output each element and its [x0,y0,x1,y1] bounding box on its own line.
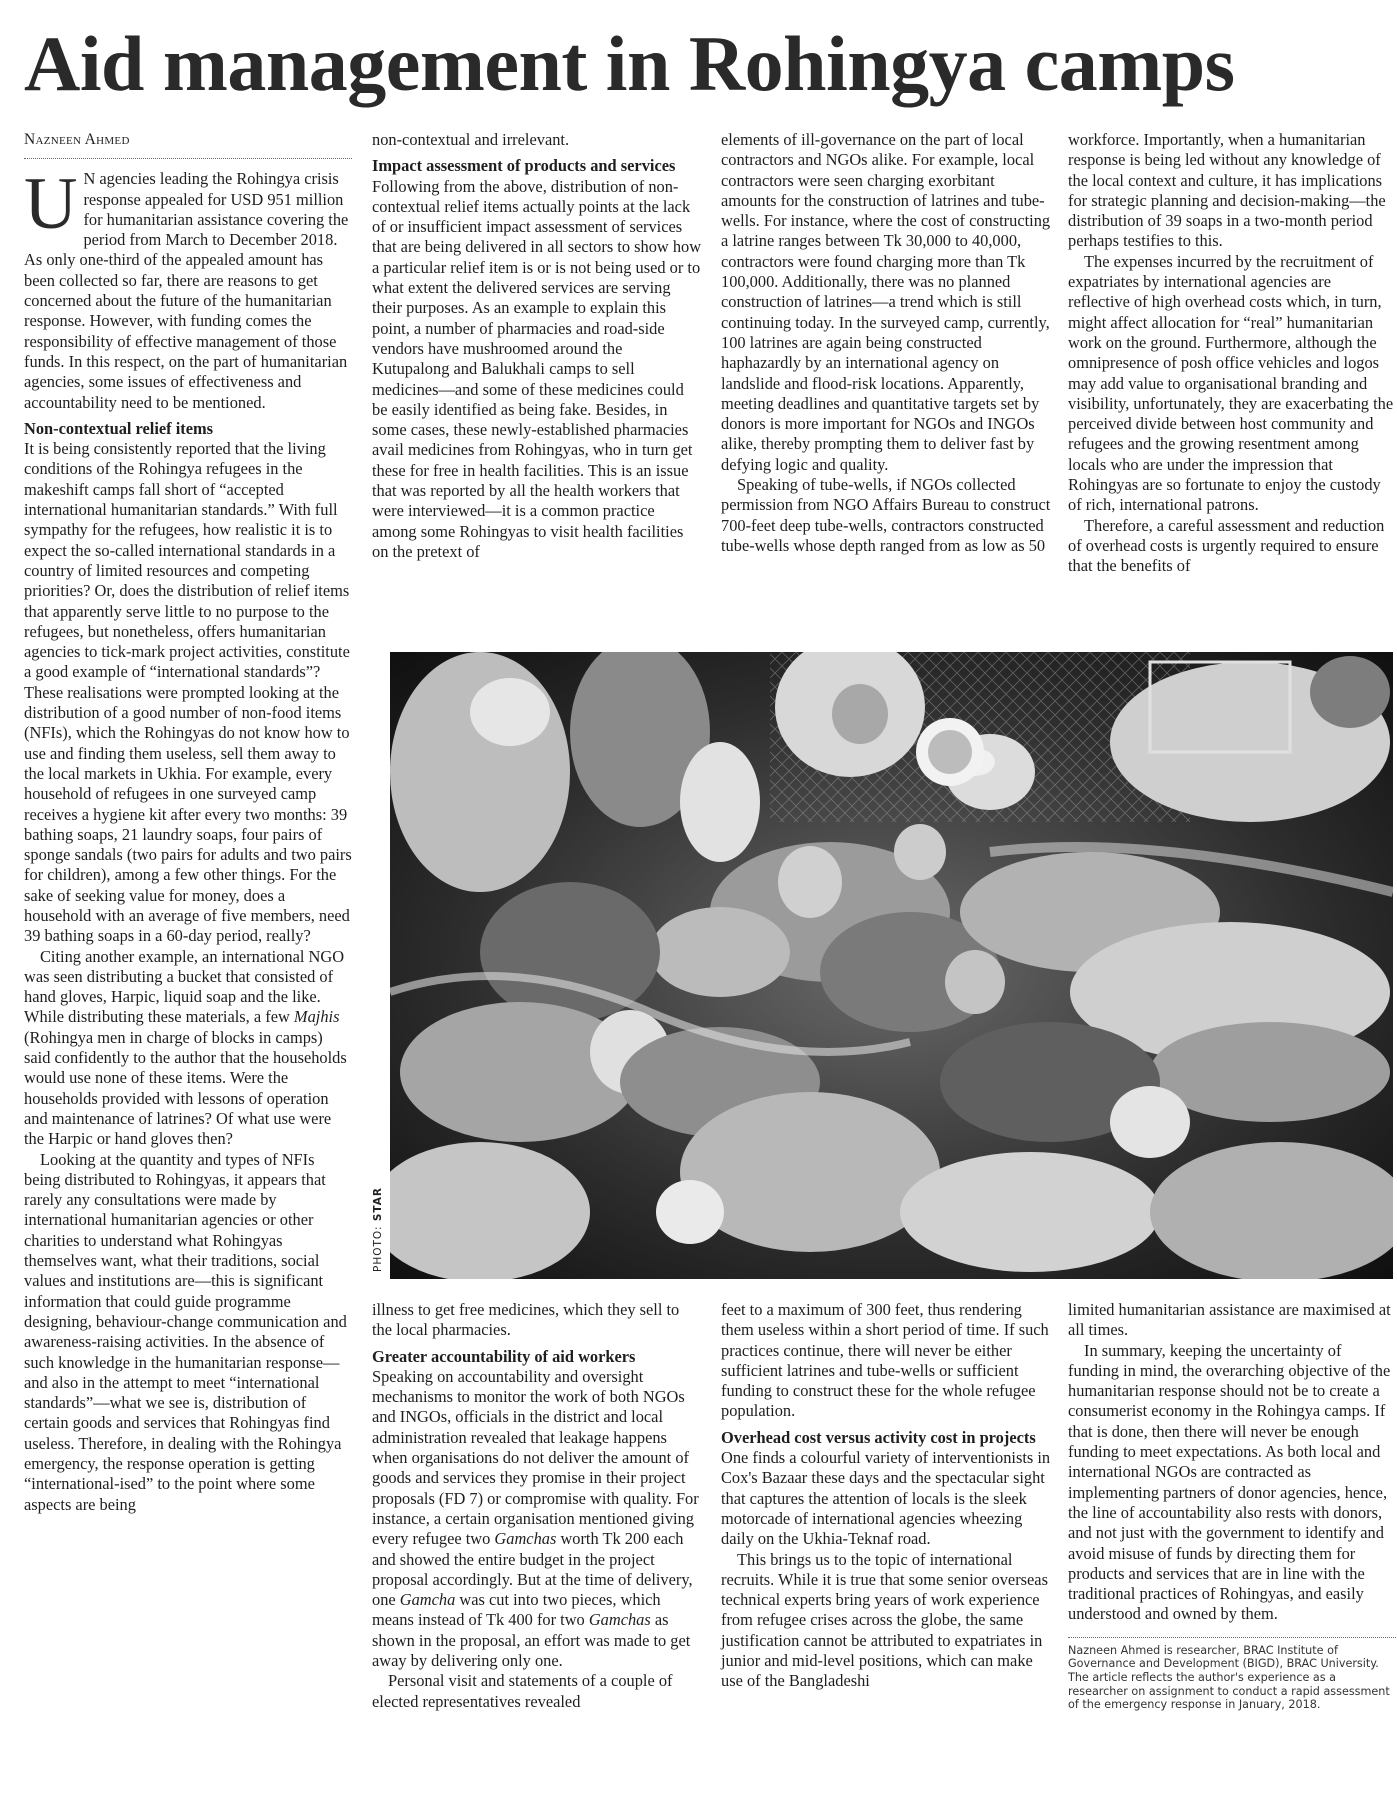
lead-paragraph: U N agencies leading the Rohingya crisis response appealed for USD 951 million for humanitarian assistance covering the period from March to December 2018. As only one-third of the appealed amount has been collected so far, there are reasons to get concerned about the future of the humanitarian response. However, with funding comes the responsibility of effective management of those funds. In this respect, on the part of humanitarian agencies, some issues of effectiveness and accountability need to be mentioned. [24,163,349,412]
paragraph: This brings us to the topic of international recruits. While it is true that some senior overseas technical experts bring years of work experience from refugee crises across the globe, the same justification cannot be attributed to expatriates in junior and mid-level positions, which can make use of the Bangladeshi [721,1549,1048,1691]
paragraph: Therefore, a careful assessment and reduction of overhead costs is urgently required to ensure that the benefits of [1068,515,1385,576]
column-3-bottom [721,1300,1051,1692]
paragraph: Following from the above, distribution of non-contextual relief items actually points at the lack of or insufficient impact assessment of services that are being delivered in all sectors to show how a particular relief item is or is not being used or to what extent the delivered services are serving their purposes. As an example to explain this point, a number of pharmacies and road-side vendors have mushroomed around the Kutupalong and Balukhali camps to sell medicines—and some of these medicines could be easily identified as being fake. Besides, in some cases, these newly-established pharmacies avail medicines from Rohingyas, who in turn get these for free in health facilities. This is an issue that was reported by all the health workers that were interviewed—it is a common practice among some Rohingyas to visit health facilities on the pretext of [372,176,702,561]
paragraph: Looking at the quantity and types of NFIs being distributed to Rohingyas, it appears that rarely any consultations were made by international humanitarian agencies or other charities to understand what Rohingyas themselves want, what their traditions, social values and institutions are—this is significant information that could guide programme designing, behaviour-change communication and awareness-raising activities. In the absence of such knowledge in the humanitarian response—and also in the attempt to meet “international standards”—what we see is, distribution of certain goods and services that Rohingyas find useless. Therefore, in dealing with the Rohingya emergency, the response operation is getting “international-ised” to the point where some aspects are being [24,1149,347,1514]
photo-illustration [390,652,1393,1279]
subhead-non-contextual: Non-contextual relief items [24,418,214,438]
drop-cap: U [24,163,78,246]
paragraph: feet to a maximum of 300 feet, thus rendering them useless within a short period of time. If such practices continue, there will never be either sufficient latrines and tube-wells or sufficient funding to construct these for the whole refugee population. [721,1300,1049,1421]
column-1 [24,130,352,1515]
subhead-overhead-cost: Overhead cost versus activity cost in projects [721,1427,1036,1447]
paragraph: In summary, keeping the uncertainty of funding in mind, the overarching objective of the humanitarian response should not be to create a consumerist economy in the Rohingya camps. If that is done, then there will never be enough funding to meet expectations. As both local and international NGOs are contracted as implementing partners of donor agencies, hence, the line of accountability also rests with donors, and not just with the government to identify and avoid misuse of funds by directing them for products and services that are in line with the traditional practices of Rohingyas, and easily understood and owned by them. [1068,1340,1391,1624]
column-4-bottom [1068,1300,1396,1712]
paragraph: limited humanitarian assistance are maximised at all times. [1068,1300,1391,1340]
paragraph: Speaking of tube-wells, if NGOs collected permission from NGO Affairs Bureau to construct 700-feet deep tube-wells, contractors constructed tube-wells whose depth ranged from as low as 50 [721,475,1051,555]
headline: Aid management in Rohingya camps [24,20,1235,107]
paragraph: Personal visit and statements of a couple of elected representatives revealed [372,1671,673,1711]
column-2-top [372,130,702,562]
column-2-bottom [372,1300,702,1712]
author-footnote: Nazneen Ahmed is researcher, BRAC Institute of Governance and Development (BIGD), BRAC University. The article reflects the author's experience as a researcher on assignment to conduct a rapid assessment of the emergency response in January, 2018. [1068,1637,1396,1712]
camp-photo [390,652,1393,1279]
paragraph: The expenses incurred by the recruitment of expatriates by international agencies are reflective of high overhead costs which, in turn, might affect allocation for “real” humanitarian work on the ground. Furthermore, although the omnipresence of posh office vehicles and logos may add value to organisational branding and visibility, unfortunately, they are exacerbating the perceived divide between host community and refugees and the growing resentment among locals who are under the impression that Rohingyas are so fortunate to enjoy the custody of rich, international patrons. [1068,251,1394,515]
paragraph: workforce. Importantly, when a humanitarian response is being led without any knowledge of the local context and culture, it has implications for strategic planning and decision-making—the distribution of 39 soaps in a two-month period perhaps testifies to this. [1068,130,1386,251]
paragraph: non-contextual and irrelevant. [372,130,570,149]
paragraph: elements of ill-governance on the part of local contractors and NGOs alike. For example, local contractors were seen charging exorbitant amounts for the construction of latrines and tube-wells. For instance, where the cost of constructing a latrine ranges between Tk 30,000 to 40,000, contractors were found charging more than Tk 100,000. Additionally, there was no planned construction of latrines—a trend which is still continuing today. In the surveyed camp, currently, 100 latrines are again being constructed haphazardly by an international agency on landslide and flood-risk locations. Apparently, meeting deadlines and quantitative targets set by donors is more important for NGOs and INGOs alike, thereby prompting them to deliver fast by defying logic and quality. [721,130,1051,474]
byline: Nazneen Ahmed [24,130,352,159]
subhead-impact-assessment: Impact assessment of products and services [372,156,676,176]
paragraph: It is being consistently reported that the living conditions of the Rohingya refugees in the makeshift camps fall short of “accepted international humanitarian standards.” With full sympathy for the refugees, how realistic it is to expect the so-called international standards in a country of limited resources and competing priorities? Or, does the distribution of relief items that apparently serve little to no purpose to the refugees, but nonetheless, offers humanitarian agencies to tick-mark project activities, constitute a good example of “international standards”? These realisations were prompted looking at the distribution of a good number of non-food items (NFIs), which the Rohingyas do not know how to use and finding them useless, sell them away to the local markets in Ukhia. For example, every household of refugees in one surveyed camp receives a hygiene kit after every two months: 39 bathing soaps, 21 laundry soaps, four pairs of sponge sandals (two pairs for adults and two pairs for children), among a few other things. For the sake of seeking value for money, does a household with an average of five members, need 39 bathing soaps in a 60-day period, really? [24,439,352,946]
column-3-top [721,130,1051,556]
photo-credit: PHOTO: STAR [372,1187,384,1272]
paragraph: illness to get free medicines, which they sell to the local pharmacies. [372,1300,680,1340]
paragraph: Speaking on accountability and oversight mechanisms to monitor the work of both NGOs and INGOs, officials in the district and local administration revealed that leakage happens when organisations do not deliver the amount of goods and services they promise in their project proposals (FD 7) or compromise with quality. For instance, a certain organisation mentioned giving every refugee two Gamchas worth Tk 200 each and showed the entire budget in the project proposal accordingly. But at the time of delivery, one Gamcha was cut into two pieces, which means instead of Tk 400 for two Gamchas as shown in the proposal, an effort was made to get away by delivering only one. [372,1366,699,1671]
subhead-accountability: Greater accountability of aid workers [372,1346,636,1366]
paragraph: Citing another example, an international NGO was seen distributing a bucket that consisted of hand gloves, Harpic, liquid soap and the like. While distributing these materials, a few Majhis (Rohingya men in charge of blocks in camps) said confidently to the author that the households would use none of these items. Were the households provided with lessons of operation and maintenance of latrines? Of what use were the Harpic or hand gloves then? [24,946,347,1149]
column-4-top [1068,130,1396,577]
paragraph: One finds a colourful variety of interventionists in Cox's Bazaar these days and the spectacular sight that captures the attention of locals is the sleek motorcade of international agencies wheezing daily on the Ukhia-Teknaf road. [721,1448,1051,1549]
